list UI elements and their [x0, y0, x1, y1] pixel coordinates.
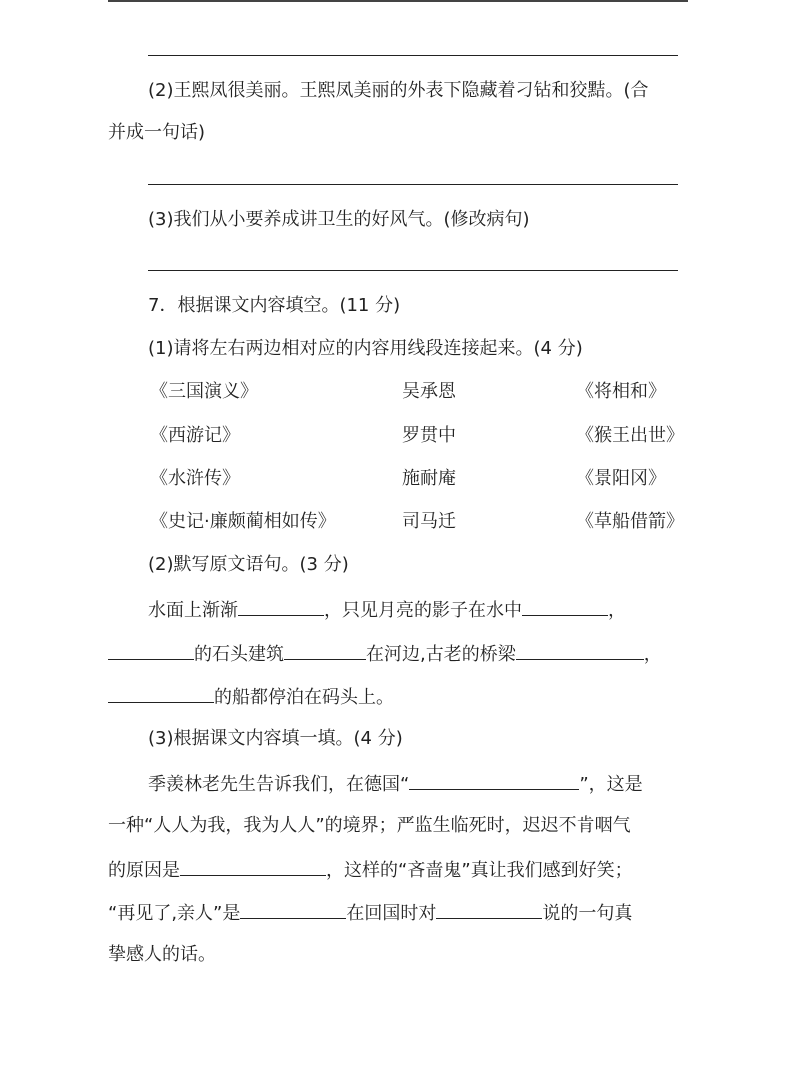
q6-item2-line1: (2)王熙凤很美丽。王熙凤美丽的外表下隐藏着刁钻和狡黠。(合 — [148, 80, 649, 101]
recite-text: ， — [643, 644, 662, 665]
recite-text: ， — [608, 600, 626, 621]
recite-text: 水面上渐渐 — [148, 600, 238, 621]
fill-blank[interactable] — [284, 641, 366, 660]
author-item[interactable]: 施耐庵 — [402, 468, 456, 489]
recite-text: 的船都停泊在码头上。 — [214, 687, 394, 708]
q7-title: 7．根据课文内容填空。(11 分) — [148, 295, 401, 316]
author-item[interactable]: 司马迁 — [402, 511, 456, 532]
answer-line-1 — [148, 55, 678, 56]
fill-blank[interactable] — [436, 900, 542, 919]
fill-text: ”，这是 — [579, 774, 643, 795]
fill-blank[interactable] — [409, 771, 579, 790]
q7-part3-title: (3)根据课文内容填一填。(4 分) — [148, 728, 403, 749]
fill-line-4 — [108, 900, 632, 926]
fill-text: “再见了,亲人”是 — [108, 903, 241, 924]
fill-text: 在回国时对 — [346, 903, 437, 924]
book-item[interactable]: 《三国演义》 — [150, 381, 258, 402]
recite-line-3 — [108, 684, 394, 710]
author-item[interactable]: 吴承恩 — [402, 381, 456, 402]
story-item[interactable]: 《将相和》 — [576, 381, 666, 402]
q6-item2-line2: 并成一句话) — [108, 122, 206, 143]
recite-line-1 — [148, 597, 626, 623]
recite-text: 在河边,古老的桥梁 — [366, 644, 516, 665]
fill-line-1 — [148, 771, 643, 797]
answer-line-2[interactable] — [148, 184, 678, 185]
q6-item3: (3)我们从小要养成讲卫生的好风气。(修改病句) — [148, 209, 530, 230]
q7-part2-title: (2)默写原文语句。(3 分) — [148, 554, 349, 575]
recite-text: ，只见月亮的影子在水中 — [324, 600, 522, 621]
fill-blank[interactable] — [108, 684, 214, 703]
fill-text: ，这样的“吝啬鬼”真让我们感到好笑； — [326, 860, 633, 881]
fill-line-2: 一种“人人为我，我为人人”的境界；严监生临死时，迟迟不肯咽气 — [108, 815, 631, 836]
answer-line-3[interactable] — [148, 270, 678, 271]
story-item[interactable]: 《草船借箭》 — [576, 511, 684, 532]
fill-blank[interactable] — [238, 597, 324, 616]
fill-text: 说的一句真 — [542, 903, 633, 924]
story-item[interactable]: 《猴王出世》 — [576, 425, 684, 446]
recite-text: 的石头建筑 — [194, 644, 284, 665]
fill-blank[interactable] — [180, 857, 326, 876]
page-top-border — [108, 0, 688, 2]
fill-text: 季羡林老先生告诉我们，在德国“ — [148, 774, 410, 795]
fill-blank[interactable] — [240, 900, 346, 919]
q7-part1-title: (1)请将左右两边相对应的内容用线段连接起来。(4 分) — [148, 338, 583, 359]
fill-line-5: 挚感人的话。 — [108, 944, 216, 965]
book-item[interactable]: 《西游记》 — [150, 425, 240, 446]
fill-blank[interactable] — [108, 641, 194, 660]
fill-blank[interactable] — [516, 641, 644, 660]
book-item[interactable]: 《水浒传》 — [150, 468, 240, 489]
fill-text: 的原因是 — [108, 860, 180, 881]
story-item[interactable]: 《景阳冈》 — [576, 468, 666, 489]
book-item[interactable]: 《史记·廉颇蔺相如传》 — [150, 511, 336, 532]
recite-line-2 — [108, 641, 662, 667]
fill-blank[interactable] — [522, 597, 608, 616]
fill-line-3 — [108, 857, 633, 883]
author-item[interactable]: 罗贯中 — [402, 425, 456, 446]
